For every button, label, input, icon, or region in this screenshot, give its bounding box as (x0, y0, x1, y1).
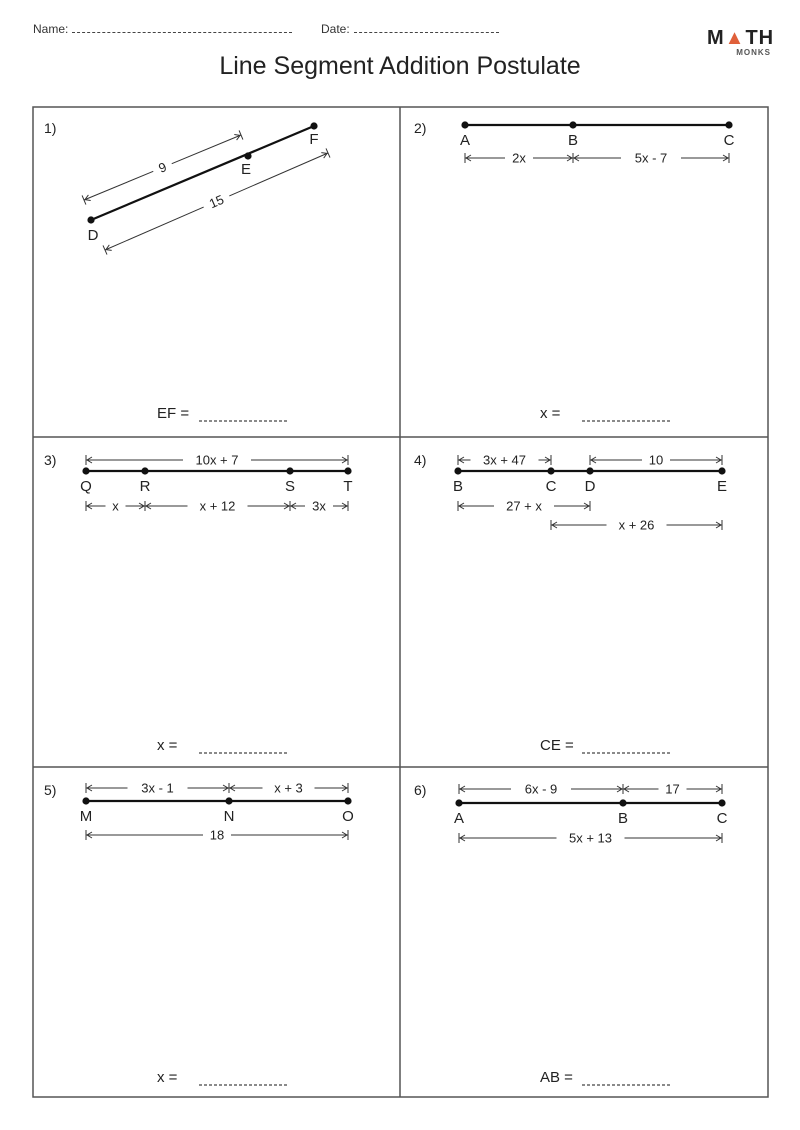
point (82, 467, 89, 474)
dimension-label: 27 + x (506, 498, 542, 514)
dimension-label: x + 12 (199, 498, 236, 514)
dimension-label: 18 (209, 827, 225, 843)
line-segment (91, 126, 314, 220)
point (286, 467, 293, 474)
problem-5 (44, 781, 354, 1087)
point-label: D (584, 478, 596, 495)
problem-number: 4) (414, 452, 427, 468)
dimension (465, 151, 573, 166)
dimension (458, 453, 551, 468)
point-label: S (284, 478, 296, 495)
point-label: B (567, 132, 579, 149)
dimension (551, 518, 722, 533)
dimension-label: 2x (512, 150, 526, 166)
answer-label: x = (540, 405, 561, 422)
problem-4 (414, 452, 727, 754)
problem-2 (414, 120, 735, 422)
dimension (590, 453, 722, 468)
point (225, 797, 232, 804)
point-label: A (453, 810, 465, 827)
dimension (86, 828, 348, 843)
answer-label: EF = (157, 405, 190, 422)
point (569, 121, 576, 128)
point (547, 467, 554, 474)
page-title: Line Segment Addition Postulate (219, 52, 581, 80)
problem-number: 3) (44, 452, 57, 468)
problem-number: 2) (414, 120, 427, 136)
dimension-label: 9 (156, 159, 169, 176)
problem-1 (44, 120, 331, 422)
point-label: Q (80, 478, 92, 495)
dimension-label: x + 26 (618, 517, 655, 533)
date-label: Date: (321, 22, 350, 36)
point-label: C (716, 810, 728, 827)
point (718, 467, 725, 474)
problem-6 (414, 782, 728, 1087)
dimension-label: 10 (648, 452, 664, 468)
point-label: D (87, 227, 99, 244)
math-monks-logo: M▲TH MONKS (707, 27, 775, 57)
point (725, 121, 732, 128)
point (87, 216, 94, 223)
dimension (623, 782, 722, 797)
dimension-label: 3x + 47 (482, 452, 527, 468)
dimension-label: x (112, 498, 119, 514)
dimension (86, 499, 145, 514)
point (454, 467, 461, 474)
point-label: E (240, 161, 252, 178)
point (141, 467, 148, 474)
problem-3 (44, 452, 353, 754)
dimension-label: 5x - 7 (634, 150, 668, 166)
problem-number: 1) (44, 120, 57, 136)
answer-label: x = (157, 1069, 178, 1086)
dimension-label: 10x + 7 (195, 452, 239, 468)
point-label: M (79, 808, 93, 825)
dimension (290, 499, 348, 514)
problem-number: 5) (44, 782, 57, 798)
dimension-label: 3x (312, 498, 326, 514)
answer-label: AB = (540, 1069, 573, 1086)
point (586, 467, 593, 474)
point-label: R (139, 478, 151, 495)
dimension (459, 782, 623, 797)
dimension (229, 781, 348, 796)
point-label: N (223, 808, 235, 825)
dimension-label: 6x - 9 (524, 781, 558, 797)
dimension (573, 151, 729, 166)
point (310, 122, 317, 129)
point-label: E (716, 478, 728, 495)
answer-label: x = (157, 737, 178, 754)
point (344, 797, 351, 804)
point-label: T (343, 478, 353, 495)
dimension-label: 3x - 1 (141, 780, 174, 796)
point (455, 799, 462, 806)
point (244, 152, 251, 159)
dimension (458, 499, 590, 514)
problem-number: 6) (414, 782, 427, 798)
dimension-label: 15 (206, 191, 227, 212)
point-label: A (459, 132, 471, 149)
point-label: B (452, 478, 464, 495)
point (344, 467, 351, 474)
point-label: O (342, 808, 354, 825)
dimension (145, 499, 290, 514)
point (718, 799, 725, 806)
dimension (86, 781, 229, 796)
dimension (86, 453, 348, 468)
point-label: F (309, 131, 319, 148)
point-label: C (723, 132, 735, 149)
dimension (459, 831, 722, 846)
point (461, 121, 468, 128)
dimension-label: 17 (665, 781, 680, 797)
name-label: Name: (33, 22, 69, 36)
dimension-label: x + 3 (274, 780, 303, 796)
logo-subtext: MONKS (736, 48, 771, 57)
point (619, 799, 626, 806)
dimension-label: 5x + 13 (568, 830, 613, 846)
point-label: C (545, 478, 557, 495)
point-label: B (617, 810, 629, 827)
answer-label: CE = (540, 737, 574, 754)
point (82, 797, 89, 804)
